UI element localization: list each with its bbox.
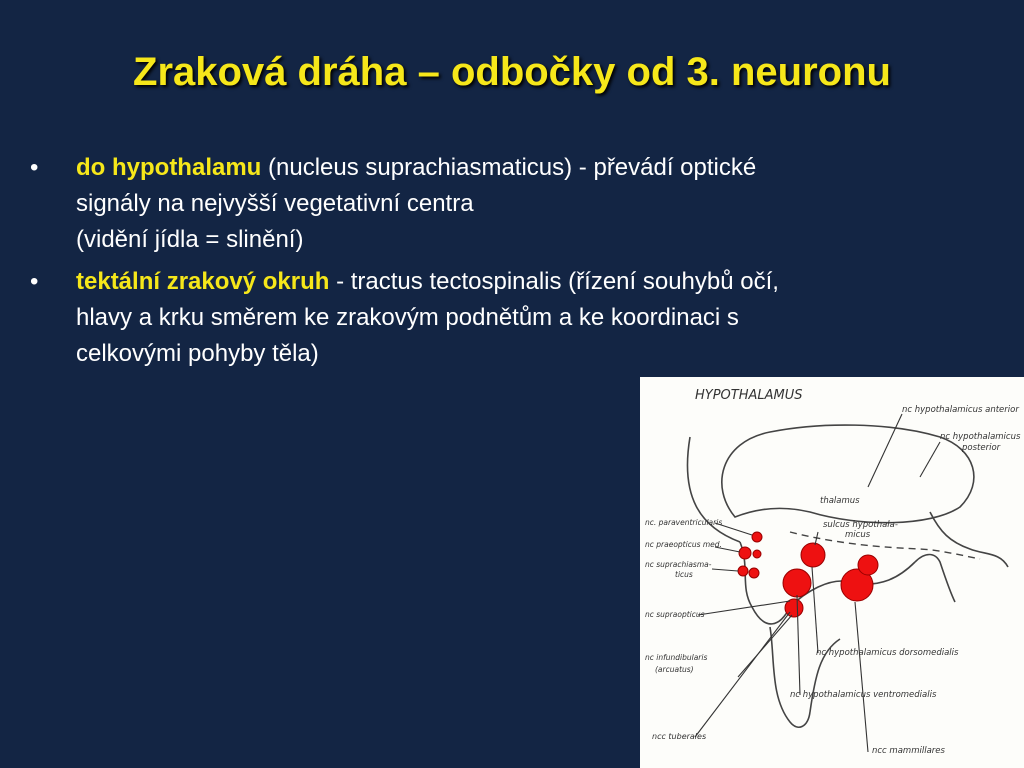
label-posterior: nc hypothalamicus xyxy=(940,432,1021,442)
bullet-item-tectal xyxy=(28,264,988,372)
nucleus-paraventricularis xyxy=(752,532,762,542)
nucleus-praeopticus xyxy=(739,547,751,559)
nucleus-suprachiasmaticus xyxy=(738,566,748,576)
label-infundibularis: nc infundibularis xyxy=(645,653,708,662)
bullet-text: (nucleus suprachiasmaticus) - převádí optické xyxy=(261,154,757,181)
hypothalamus-drawing xyxy=(640,377,1024,768)
leader-lines xyxy=(695,414,940,752)
nucleus-posterior xyxy=(858,555,878,575)
label-praeopticus: nc praeopticus med. xyxy=(645,540,722,549)
thalamus-outline xyxy=(722,425,974,523)
label-posterior-2: posterior xyxy=(962,443,1001,453)
label-mammillares: ncc mammillares xyxy=(872,746,945,756)
bullet-text: signály na nejvyšší vegetativní centra xyxy=(76,190,474,217)
label-sulcus: sulcus hypothala- xyxy=(823,520,898,530)
label-thalamus: thalamus xyxy=(820,496,860,506)
bullet-text: - tractus tectospinalis (řízení souhybů očí, xyxy=(329,268,779,295)
nucleus-dorsomedialis xyxy=(801,543,825,567)
nucleus-praeopticus-2 xyxy=(753,550,761,558)
bullet-icon: • xyxy=(30,268,39,295)
hypothalamus-diagram xyxy=(640,377,1024,768)
bullet-icon: • xyxy=(30,154,39,181)
label-tuberales: ncc tuberales xyxy=(652,732,707,741)
nuclei xyxy=(738,532,878,617)
label-anterior: nc hypothalamicus anterior xyxy=(902,405,1019,415)
label-ventromedialis: nc hypothalamicus ventromedialis xyxy=(790,690,937,700)
label-infundibularis-2: (arcuatus) xyxy=(655,665,694,674)
label-supraopticus: nc supraopticus xyxy=(645,610,705,619)
label-suprachiasmaticus-2: ticus xyxy=(675,570,693,579)
infundibulum-outline xyxy=(770,627,810,727)
label-paraventricularis: nc. paraventricularis xyxy=(645,518,723,527)
bullet-term: do hypothalamu xyxy=(76,154,262,181)
bullet-item-hypothalamus xyxy=(28,150,988,258)
bullet-text: (vidění jídla = slinění) xyxy=(76,226,304,253)
slide-title: Zraková dráha – odbočky od 3. neuronu xyxy=(133,50,891,94)
nucleus-suprachiasmaticus-2 xyxy=(749,568,759,578)
nucleus-ventromedialis xyxy=(783,569,811,597)
bullet-term: tektální zrakový okruh xyxy=(76,268,330,295)
mammillary-outline xyxy=(915,555,955,603)
label-sulcus-2: micus xyxy=(845,530,871,540)
bullet-text: hlavy a krku směrem ke zrakovým podnětům a ke koordinaci s xyxy=(76,304,739,331)
bullet-text: celkovými pohyby těla) xyxy=(76,340,319,367)
label-suprachiasmaticus: nc suprachiasma- xyxy=(645,560,712,569)
posterior-outline xyxy=(930,512,1008,567)
diagram-title: HYPOTHALAMUS xyxy=(695,388,803,403)
bullet-list xyxy=(28,150,988,378)
label-dorsomedialis: nc hypothalamicus dorsomedialis xyxy=(816,648,959,658)
